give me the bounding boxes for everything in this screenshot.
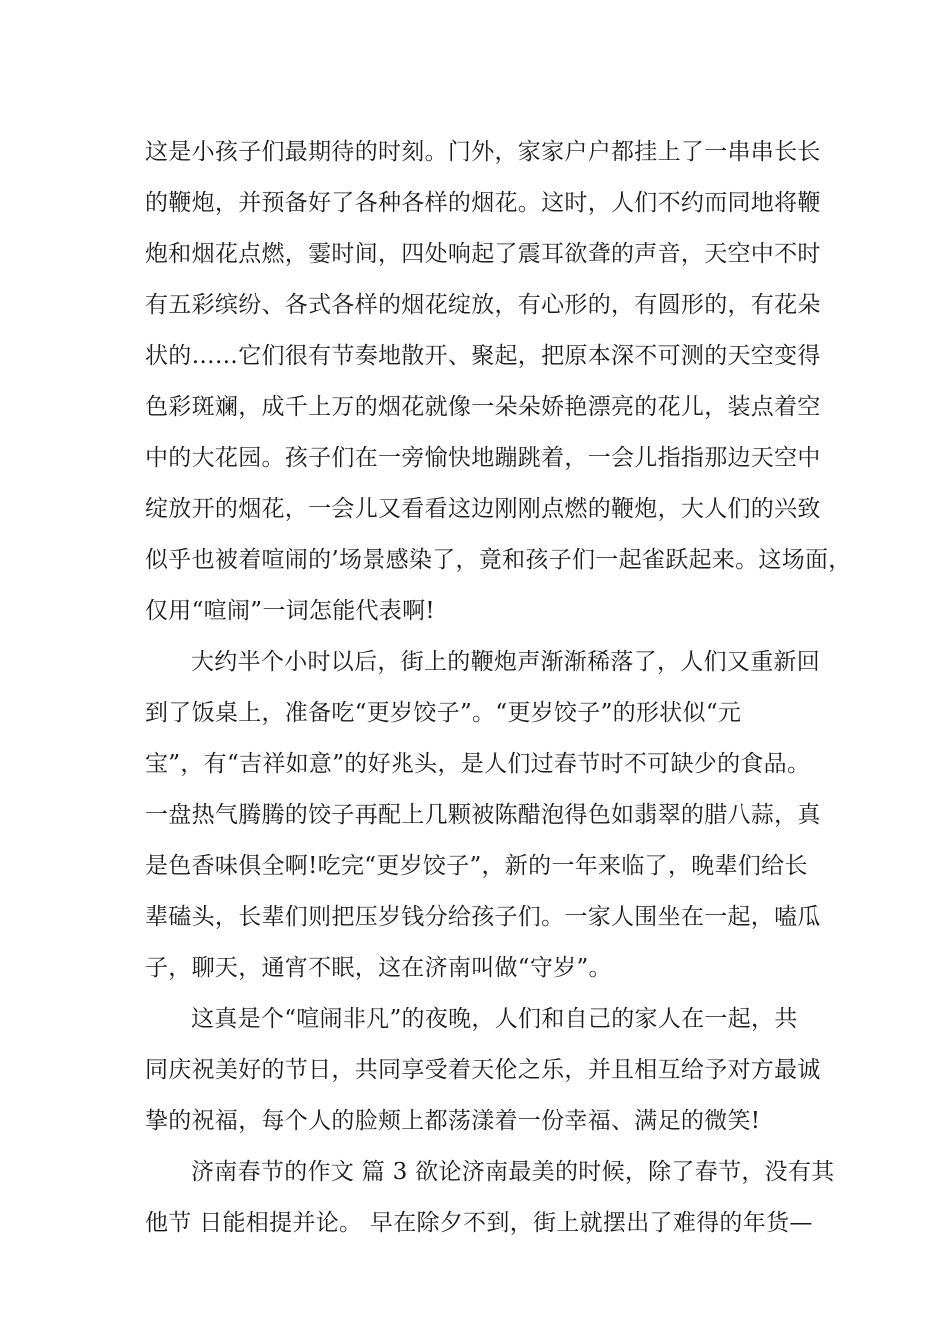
text-line: 中的大花园。孩子们在一旁愉快地蹦跳着，一会儿指指那边天空中 <box>145 445 821 471</box>
text-line: 到了饭桌上，准备吃“更岁饺子”。“更岁饺子”的形状似“元 <box>145 700 742 726</box>
paragraph-2 <box>145 637 821 994</box>
text-line: 大约半个小时以后，街上的鞭炮声渐渐稀落了，人们又重新回 <box>191 649 821 675</box>
text-line: 炮和烟花点燃，霎时间，四处响起了震耳欲聋的声音，天空中不时 <box>145 241 821 267</box>
text-line: 这真是个“喧闹非凡”的夜晚，人们和自己的家人在一起，共 <box>191 1006 798 1032</box>
paragraph-1 <box>145 127 852 637</box>
text-line: 仅用“喧闹”一词怎能代表啊! <box>145 598 435 624</box>
text-line: 辈磕头，长辈们则把压岁钱分给孩子们。一家人围坐在一起，嗑瓜 <box>145 904 821 930</box>
text-line: 他节 日能相提并论。 早在除夕不到，街上就摆出了难得的年货— <box>145 1210 813 1236</box>
text-line: 似乎也被着喧闹的’场景感染了，竟和孩子们一起雀跃起来。这场面， <box>145 547 852 573</box>
text-line: 同庆祝美好的节日，共同享受着天伦之乐，并且相互给予对方最诚 <box>145 1057 821 1083</box>
text-line: 有五彩缤纷、各式各样的烟花绽放，有心形的，有圆形的，有花朵 <box>145 292 821 318</box>
text-line: 子，聊天，通宵不眠，这在济南叫做“守岁”。 <box>145 955 612 981</box>
text-line: 这是小孩子们最期待的时刻。门外，家家户户都挂上了一串串长长 <box>145 139 821 165</box>
article-body <box>145 127 852 1249</box>
text-line: 一盘热气腾腾的饺子再配上几颗被陈醋泡得色如翡翠的腊八蒜，真 <box>145 802 821 828</box>
paragraph-3 <box>145 994 821 1147</box>
text-line: 宝”，有“吉祥如意”的好兆头，是人们过春节时不可缺少的食品。 <box>145 751 811 777</box>
text-line: 挚的祝福，每个人的脸颊上都荡漾着一份幸福、满足的微笑! <box>145 1108 761 1134</box>
text-line: 绽放开的烟花，一会儿又看看这边刚刚点燃的鞭炮，大人们的兴致 <box>145 496 821 522</box>
text-line: 状的……它们很有节奏地散开、聚起，把原本深不可测的天空变得 <box>145 343 821 369</box>
text-line: 色彩斑斓，成千上万的烟花就像一朵朵娇艳漂亮的花儿，装点着空 <box>145 394 821 420</box>
text-line: 的鞭炮，并预备好了各种各样的烟花。这时，人们不约而同地将鞭 <box>145 190 821 216</box>
text-line: 济南春节的作文 篇 3 欲论济南最美的时候，除了春节，没有其 <box>191 1159 835 1185</box>
paragraph-4 <box>145 1147 835 1249</box>
text-line: 是色香味俱全啊!吃完“更岁饺子”，新的一年来临了，晚辈们给长 <box>145 853 808 879</box>
